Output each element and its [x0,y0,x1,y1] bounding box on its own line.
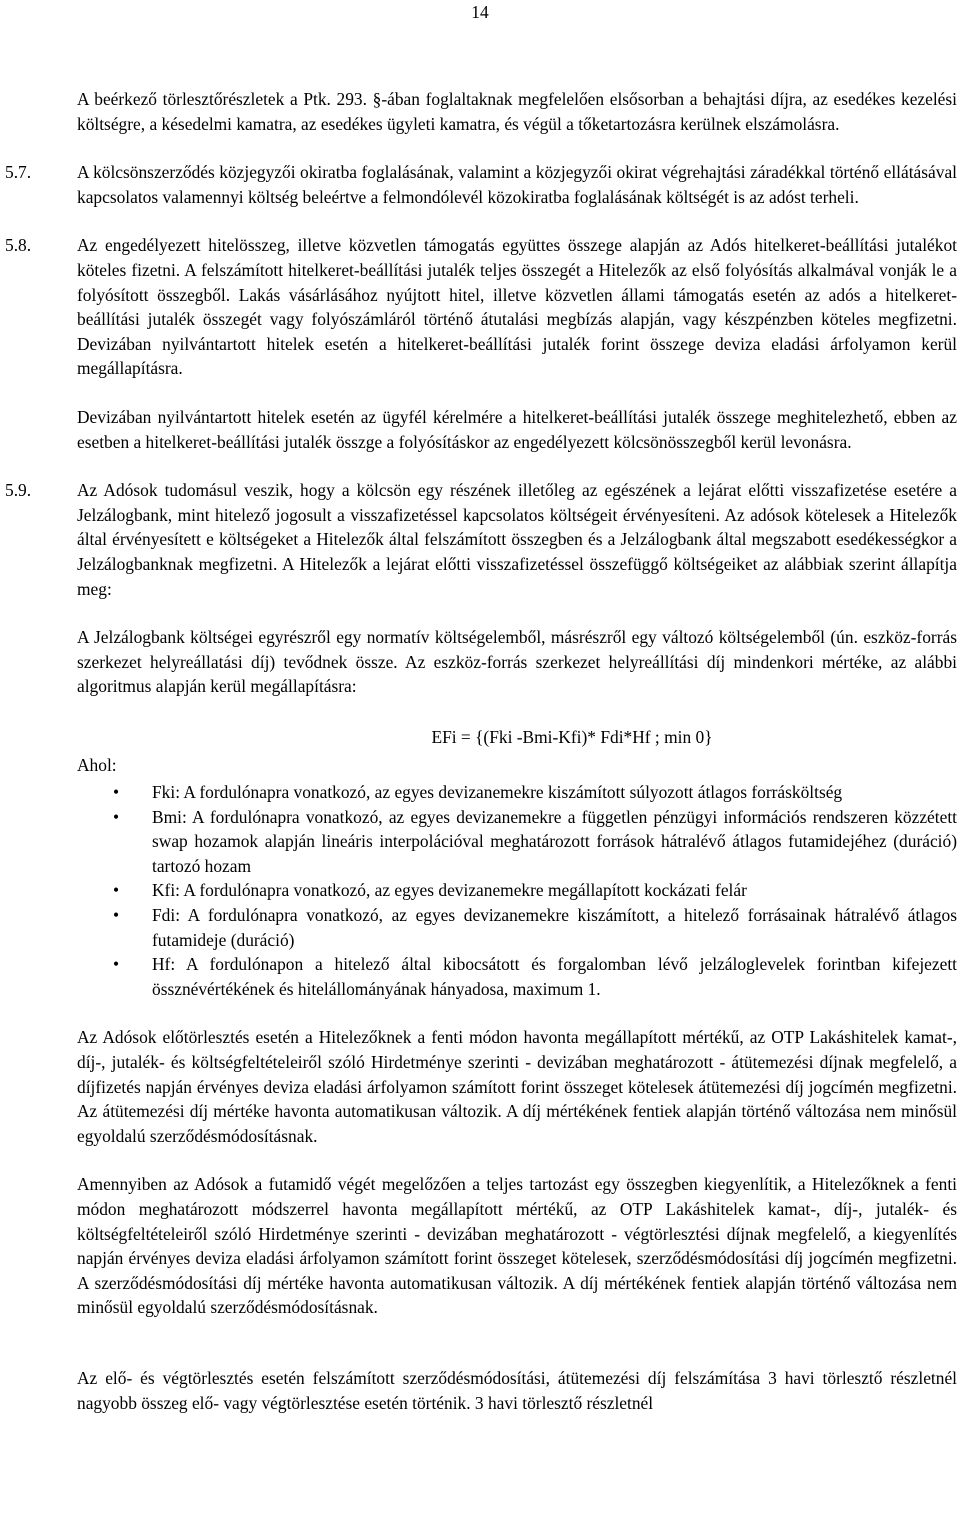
section-paragraph: Devizában nyilvántartott hitelek esetén az ügyfél kérelmére a hitelkeret-beállítási jutalék összege meghitelezhető, ebben az esetben a hitelkeret-beállítási jutalék összge a folyósításkor az engedélyezett kölcsönösszegből kerül levonásra. [77,406,957,452]
where-label: Ahol: [77,755,117,776]
list-item-text: Fdi: A fordulónapra vonatkozó, az egyes devizanemekre kiszámított, a hitelező forrásainak hátralévő átlagos futamideje (duráció) [152,905,957,950]
list-item [77,952,957,1001]
variable-definitions-list [77,780,957,1001]
bullet-icon: • [113,782,120,803]
list-item [77,903,957,952]
section-5-9 [5,478,957,1415]
bullet-icon: • [113,954,120,975]
prepayment-paragraph: Az Adósok előtörlesztés esetén a Hitelezőknek a fenti módon havonta megállapított mértékű, az OTP Lakáshitelek kamat-, díj-, jutalék- és költségfeltételeiről szóló Hirdetménye szerinti - devizában meghatározott - átütemezési díjnak megfelelő, a díjfizetés napján érvényes deviza eladási árfolyamon számított forint összeget kötelesek átütemezési díj jogcímén megfizetni. Az átütemezési díj mértéke havonta automatikusan változik. A díj mértékének fentiek alapján történő változása nem minősül egyoldalú szerződésmódosításnak. [77,1027,957,1146]
section-5-8 [5,233,957,454]
section-number: 5.9. [5,480,32,501]
section-5-7 [5,160,957,209]
fee-threshold-paragraph: Az elő- és végtörlesztés esetén felszámított szerződésmódosítási, átütemezési díj felszámítása 3 havi törlesztő részletnél nagyobb összeg elő- vagy végtörlesztése esetén történik. 3 havi törlesztő részletnél [77,1367,957,1413]
section-paragraph: Az Adósok tudomásul veszik, hogy a kölcsön egy részének illetőleg az egészének a lejárat előtti visszafizetése esetére a Jelzálogbank, mint hitelező jogosult a visszafizetéssel kapcsolatos költségeit érvényesíteni. Az adósok kötelesek a Hitelezők által érvényesített e költségeket a Hitelezők által felszámított összegben és a Jelzálogbank által megszabott esedékességkor a Jelzálogbanknak megfizetni. A Hitelezők a lejárat előtti visszafizetéssel összefüggő költségeiket az alábbiak szerint állapítja meg: [77,480,957,599]
section-paragraph: Az engedélyezett hitelösszeg, illetve közvetlen támogatás együttes összege alapján az Adós hitelkeret-beállítási jutalékot köteles fizetni. A felszámított hitelkeret-beállítási jutalék teljes összegét a Hitelezők az első folyósítás alkalmával vonják le a folyósított összegből. Lakás vásárlásához nyújtott hitel, illetve közvetlen állami támogatás esetén az adós a hitelkeret-beállítási jutalék összegét vagy folyószámláról történő átutalási megbízás alapján, vagy készpénzben köteles megfizetni. Devizában nyilvántartott hitelek esetén a hitelkeret-beállítási jutalék forint összege deviza eladási árfolyamon kerül megállapításra. [77,235,957,379]
list-item-text: Bmi: A fordulónapra vonatkozó, az egyes devizanemekre a független pénzügyi információs rendszeren közzétett swap hozamok alapján lineáris interpolációval meghatározott források hátralévő átlagos futamidejéhez (duráció) tartozó hozam [152,806,957,876]
bullet-icon: • [113,806,120,827]
section-paragraph: A Jelzálogbank költségei egyrészről egy normatív költségelemből, másrészről egy változó költségelemből (ún. eszköz-forrás szerkezet helyreállatási díj) tevődnek össze. Az eszköz-forrás szerkezet helyreállítási díj mindenkori mértéke, az alábbi algoritmus alapján kerül megállapításra: [77,627,957,697]
section-paragraph: A kölcsönszerződés közjegyzői okiratba foglalásának, valamint a közjegyzői okirat végrehajtási záradékkal történő ellátásával kapcsolatos valamennyi költség beleértve a felmondólevél közokiratba foglalásának költségét is az adóst terheli. [77,162,957,207]
section-number: 5.8. [5,235,32,256]
bullet-icon: • [113,880,120,901]
bullet-icon: • [113,905,120,926]
formula: EFi = {(Fki -Bmi-Kfi)* Fdi*Hf ; min 0} [431,726,713,747]
list-item-text: Kfi: A fordulónapra vonatkozó, az egyes devizanemekre megállapított kockázati felár [152,880,747,901]
intro-paragraph: A beérkező törlesztőrészletek a Ptk. 293. §-ában foglaltaknak megfelelően elsősorban a behajtási díjra, az esedékes kezelési költségre, a késedelmi kamatra, az esedékes ügyleti kamatra, és végül a tőketartozásra kerülnek elszámolásra. [77,89,957,134]
list-item [77,805,957,879]
list-item-text: Fki: A fordulónapra vonatkozó, az egyes devizanemekre kiszámított súlyozott átlagos forrásköltség [152,782,843,803]
list-item [77,780,957,805]
list-item [77,878,957,903]
section-number: 5.7. [5,162,32,183]
page-body [5,87,957,1415]
page-number: 14 [471,2,489,22]
list-item-text: Hf: A fordulónapon a hitelező által kibocsátott és forgalomban lévő jelzáloglevelek forintban kifejezett össznévértékének és hitelállományának hányadosa, maximum 1. [152,954,957,999]
final-repayment-paragraph: Amennyiben az Adósok a futamidő végét megelőzően a teljes tartozást egy összegben kiegyenlítik, a Hitelezőknek a fenti módon meghatározott módszerrel havonta megállapított mértékű, az OTP Lakáshitelek kamat-, díj-, jutalék- és költségfeltételeiről szóló Hirdetménye szerinti - devizában meghatározott - végtörlesztési díjnak megfelelő, a kiegyenlítés napján érvényes deviza eladási árfolyamon számított forint összeget kötelesek, szerződésmódosítási díj jogcímén megfizetni. A szerződésmódosítási díj mértéke havonta automatikusan változik. A díj mértékének fentiek alapján történő változása nem minősül egyoldalú szerződésmódosításnak. [77,1174,957,1318]
